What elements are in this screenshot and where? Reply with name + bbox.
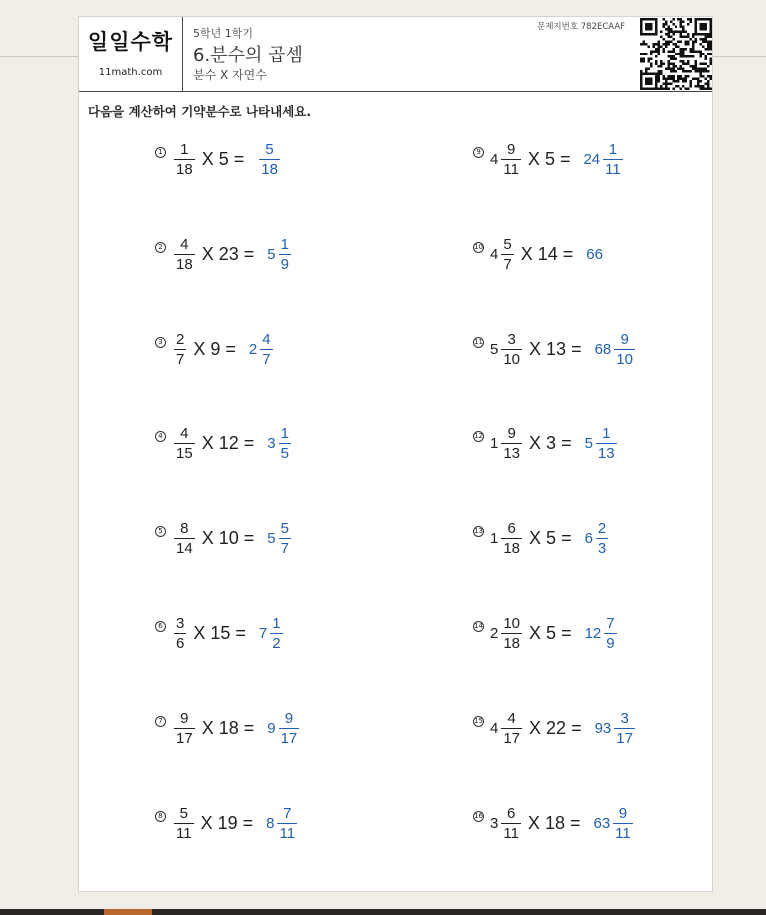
problem-number: 12 bbox=[474, 431, 483, 440]
answer-numerator: 1 bbox=[280, 235, 289, 253]
fraction bbox=[174, 142, 195, 177]
problem-item bbox=[473, 518, 610, 558]
equals-sign: = bbox=[225, 338, 236, 359]
fraction bbox=[174, 711, 195, 746]
answer-fraction bbox=[596, 521, 608, 556]
answer-whole: 7 bbox=[258, 624, 268, 642]
answer-whole: 8 bbox=[266, 814, 275, 832]
mixed-whole: 5 bbox=[490, 340, 499, 358]
denominator: 18 bbox=[503, 539, 521, 557]
logo-box bbox=[79, 17, 183, 92]
multiplier: 23 bbox=[218, 243, 239, 264]
answer-denominator: 11 bbox=[279, 824, 296, 842]
answer-fraction bbox=[279, 711, 300, 746]
mixed-whole: 4 bbox=[490, 245, 499, 263]
denominator: 11 bbox=[503, 160, 519, 178]
denominator: 7 bbox=[176, 350, 185, 368]
answer-denominator: 2 bbox=[272, 634, 281, 652]
times-sign: X bbox=[529, 338, 542, 359]
answer-fraction bbox=[259, 142, 280, 177]
left-guide-line bbox=[0, 56, 78, 57]
problem-number: 14 bbox=[474, 621, 483, 630]
answer-denominator: 11 bbox=[615, 824, 631, 842]
equals-sign: = bbox=[243, 432, 255, 453]
answer-denominator: 7 bbox=[280, 539, 289, 557]
fraction bbox=[501, 521, 522, 556]
answer-fraction bbox=[277, 806, 297, 841]
answer-whole: 93 bbox=[594, 719, 612, 737]
fraction bbox=[174, 521, 195, 556]
answer-denominator: 18 bbox=[261, 160, 278, 178]
multiplier: 5 bbox=[218, 148, 229, 169]
multiplier: 5 bbox=[544, 148, 555, 169]
problem-number: 7 bbox=[155, 716, 166, 727]
problem-number: 10 bbox=[474, 242, 483, 251]
fraction bbox=[174, 616, 186, 651]
equals-sign: = bbox=[243, 243, 255, 264]
right-guide-line bbox=[713, 56, 766, 57]
numerator: 9 bbox=[507, 424, 516, 442]
denominator: 10 bbox=[503, 350, 521, 368]
answer-numerator: 3 bbox=[620, 709, 629, 727]
denominator: 18 bbox=[176, 255, 193, 273]
multiplier: 9 bbox=[210, 338, 221, 359]
answer-fraction bbox=[603, 142, 623, 177]
answer-whole: 63 bbox=[593, 814, 611, 832]
mixed-whole: 2 bbox=[490, 624, 499, 642]
numerator: 9 bbox=[506, 140, 516, 158]
multiplier: 13 bbox=[546, 338, 567, 359]
problem-number: 2 bbox=[155, 242, 166, 253]
answer bbox=[595, 711, 637, 746]
answer-whole: 3 bbox=[267, 434, 276, 452]
instruction-text: 다음을 계산하여 기약분수로 나타내세요. bbox=[88, 104, 312, 119]
equals-sign: = bbox=[559, 148, 571, 169]
fraction bbox=[501, 806, 521, 841]
problem-number: 3 bbox=[155, 337, 166, 348]
problem-item bbox=[155, 234, 293, 274]
mixed-whole: 3 bbox=[490, 814, 499, 832]
answer-denominator: 5 bbox=[280, 444, 289, 462]
denominator: 18 bbox=[176, 160, 193, 178]
answer bbox=[267, 711, 301, 746]
answer-numerator: 1 bbox=[608, 140, 618, 158]
equals-sign: = bbox=[571, 338, 582, 359]
fraction bbox=[501, 332, 522, 367]
answer-whole: 5 bbox=[267, 529, 276, 547]
answer bbox=[585, 616, 619, 651]
fraction bbox=[501, 711, 522, 746]
fraction bbox=[501, 426, 522, 461]
fraction bbox=[501, 142, 521, 177]
answer bbox=[267, 237, 293, 272]
fraction bbox=[174, 237, 195, 272]
numerator: 6 bbox=[506, 804, 516, 822]
worksheet-page bbox=[78, 16, 713, 892]
fraction bbox=[501, 237, 513, 272]
problem-item bbox=[155, 329, 275, 369]
times-sign: X bbox=[201, 148, 214, 169]
problem-number: 5 bbox=[155, 526, 166, 537]
answer-whole: 68 bbox=[594, 340, 612, 358]
problem-item bbox=[473, 234, 604, 274]
times-sign: X bbox=[193, 622, 206, 643]
problem-item bbox=[473, 803, 635, 843]
denominator: 17 bbox=[503, 729, 521, 747]
worksheet-subtitle: 분수 X 자연수 bbox=[193, 68, 267, 82]
answer-numerator: 7 bbox=[283, 804, 292, 822]
numerator: 3 bbox=[507, 330, 516, 348]
answer-numerator: 2 bbox=[597, 519, 607, 537]
numerator: 2 bbox=[176, 330, 185, 348]
problem-item bbox=[155, 803, 299, 843]
denominator: 11 bbox=[503, 824, 519, 842]
answer bbox=[585, 426, 619, 461]
fraction bbox=[501, 616, 522, 651]
equals-sign: = bbox=[235, 622, 246, 643]
answer-numerator: 9 bbox=[284, 709, 294, 727]
equals-sign: = bbox=[561, 622, 572, 643]
answer-denominator: 17 bbox=[616, 729, 633, 747]
worksheet-header bbox=[79, 17, 712, 92]
answer-numerator: 1 bbox=[602, 424, 611, 442]
answer-denominator: 7 bbox=[262, 350, 271, 368]
mixed-whole: 4 bbox=[490, 150, 499, 168]
answer-denominator: 17 bbox=[280, 729, 298, 747]
numerator: 4 bbox=[180, 424, 189, 442]
answer-denominator: 10 bbox=[616, 350, 633, 368]
times-sign: X bbox=[529, 432, 542, 453]
multiplier: 18 bbox=[218, 717, 239, 738]
answer-denominator: 9 bbox=[280, 255, 289, 273]
times-sign: X bbox=[520, 243, 533, 264]
times-sign: X bbox=[201, 432, 214, 453]
multiplier: 15 bbox=[210, 622, 231, 643]
problem-item bbox=[473, 329, 637, 369]
answer-denominator: 9 bbox=[606, 634, 615, 652]
numerator: 5 bbox=[179, 804, 188, 822]
multiplier: 10 bbox=[218, 527, 239, 548]
answer-denominator: 3 bbox=[597, 539, 607, 557]
answer-whole: 5 bbox=[267, 245, 276, 263]
problem-item bbox=[155, 423, 293, 463]
fraction bbox=[174, 426, 195, 461]
problem-item bbox=[473, 423, 619, 463]
multiplier: 19 bbox=[217, 812, 238, 833]
problem-number: 13 bbox=[474, 526, 483, 535]
denominator: 15 bbox=[176, 444, 193, 462]
answer bbox=[267, 426, 293, 461]
problem-number: 4 bbox=[155, 431, 166, 442]
times-sign: X bbox=[201, 717, 214, 738]
times-sign: X bbox=[201, 527, 214, 548]
problem-item bbox=[155, 613, 285, 653]
denominator: 6 bbox=[176, 634, 185, 652]
answer bbox=[593, 806, 634, 841]
mixed-whole: 4 bbox=[490, 719, 499, 737]
multiplier: 3 bbox=[546, 432, 557, 453]
answer-fraction bbox=[260, 332, 272, 367]
times-sign: X bbox=[529, 527, 542, 548]
site-url: 11math.com bbox=[98, 67, 163, 78]
answer-numerator: 1 bbox=[280, 424, 289, 442]
problem-number: 11 bbox=[474, 337, 483, 346]
answer-denominator: 13 bbox=[597, 444, 615, 462]
problem-item bbox=[473, 708, 637, 748]
answer bbox=[267, 521, 293, 556]
answer bbox=[583, 142, 624, 177]
answer-fraction bbox=[279, 237, 291, 272]
answer-denominator: 11 bbox=[605, 160, 621, 178]
answer bbox=[586, 246, 604, 263]
mixed-whole: 1 bbox=[490, 529, 499, 547]
equals-sign: = bbox=[571, 717, 582, 738]
answer-whole: 2 bbox=[248, 340, 258, 358]
equals-sign: = bbox=[233, 148, 245, 169]
problem-number: 8 bbox=[155, 811, 166, 822]
answer bbox=[585, 521, 611, 556]
problem-number: 6 bbox=[155, 621, 166, 632]
denominator: 17 bbox=[176, 729, 193, 747]
answer-whole: 12 bbox=[584, 624, 602, 642]
answer bbox=[595, 332, 637, 367]
fraction bbox=[174, 806, 194, 841]
times-sign: X bbox=[529, 717, 542, 738]
answer bbox=[257, 142, 282, 177]
answer-numerator: 4 bbox=[262, 330, 271, 348]
times-sign: X bbox=[529, 622, 542, 643]
numerator: 6 bbox=[507, 519, 516, 537]
worksheet-title: 6.분수의 곱셈 bbox=[193, 45, 303, 66]
answer bbox=[266, 806, 299, 841]
answer-fraction bbox=[604, 616, 616, 651]
denominator: 7 bbox=[503, 255, 512, 273]
equals-sign: = bbox=[243, 527, 255, 548]
equals-sign: = bbox=[243, 717, 255, 738]
fraction bbox=[174, 332, 186, 367]
answer-numerator: 5 bbox=[280, 519, 289, 537]
numerator: 10 bbox=[503, 614, 521, 632]
problem-item bbox=[155, 139, 282, 179]
times-sign: X bbox=[201, 243, 214, 264]
answer-fraction bbox=[270, 616, 282, 651]
numerator: 4 bbox=[180, 235, 189, 253]
answer-numerator: 9 bbox=[618, 804, 628, 822]
denominator: 13 bbox=[503, 444, 521, 462]
equals-sign: = bbox=[242, 812, 254, 833]
equals-sign: = bbox=[562, 243, 574, 264]
answer-numerator: 9 bbox=[620, 330, 629, 348]
problem-number: 9 bbox=[473, 147, 484, 158]
answer-fraction bbox=[596, 426, 617, 461]
answer bbox=[259, 616, 285, 651]
times-sign: X bbox=[527, 148, 540, 169]
problem-number: 15 bbox=[474, 716, 483, 725]
equals-sign: = bbox=[561, 527, 572, 548]
denominator: 18 bbox=[503, 634, 521, 652]
times-sign: X bbox=[200, 812, 213, 833]
numerator: 1 bbox=[180, 140, 189, 158]
problem-item bbox=[155, 518, 293, 558]
answer-whole: 6 bbox=[584, 529, 593, 547]
problem-code: 문제지번호 782ECAAF bbox=[537, 22, 626, 32]
answer-fraction bbox=[279, 521, 291, 556]
answer-numerator: 7 bbox=[606, 614, 615, 632]
problem-number: 16 bbox=[474, 811, 483, 820]
numerator: 8 bbox=[180, 519, 189, 537]
equals-sign: = bbox=[561, 432, 572, 453]
problem-number: 1 bbox=[155, 147, 166, 158]
problem-item bbox=[473, 139, 625, 179]
multiplier: 5 bbox=[546, 527, 557, 548]
multiplier: 5 bbox=[546, 622, 557, 643]
taskbar-active-item bbox=[104, 909, 152, 915]
answer bbox=[249, 332, 275, 367]
problem-item bbox=[473, 613, 619, 653]
taskbar bbox=[0, 909, 766, 915]
qr-code-icon bbox=[640, 18, 712, 90]
answer-whole: 9 bbox=[267, 719, 276, 737]
multiplier: 18 bbox=[544, 812, 565, 833]
answer-whole: 24 bbox=[583, 150, 601, 168]
numerator: 5 bbox=[503, 235, 512, 253]
answer-numerator: 5 bbox=[265, 140, 274, 158]
numerator: 9 bbox=[180, 709, 189, 727]
answer-fraction bbox=[279, 426, 291, 461]
answer-numerator: 1 bbox=[272, 614, 281, 632]
times-sign: X bbox=[527, 812, 540, 833]
multiplier: 12 bbox=[218, 432, 239, 453]
answer-fraction bbox=[614, 332, 635, 367]
multiplier: 14 bbox=[537, 243, 558, 264]
numerator: 3 bbox=[176, 614, 185, 632]
equals-sign: = bbox=[569, 812, 581, 833]
answer-fraction bbox=[614, 711, 635, 746]
grade-label: 5학년 1학기 bbox=[193, 27, 253, 40]
answer-whole: 66 bbox=[586, 245, 603, 263]
answer-whole: 5 bbox=[584, 434, 593, 452]
denominator: 11 bbox=[176, 824, 192, 842]
problem-item bbox=[155, 708, 301, 748]
answer-fraction bbox=[613, 806, 633, 841]
mixed-whole: 1 bbox=[490, 434, 499, 452]
site-logo: 일일수학 bbox=[87, 30, 174, 54]
multiplier: 22 bbox=[546, 717, 567, 738]
denominator: 14 bbox=[176, 539, 193, 557]
numerator: 4 bbox=[507, 709, 516, 727]
times-sign: X bbox=[193, 338, 206, 359]
